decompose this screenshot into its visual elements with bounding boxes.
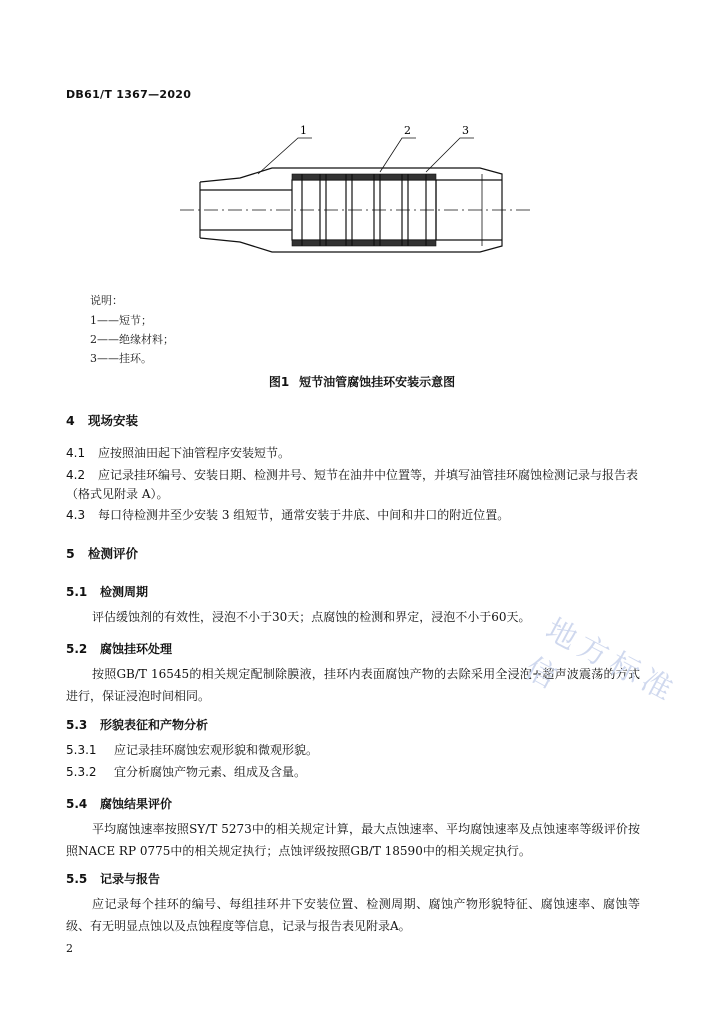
subsection-number: 5.4 [66,797,88,811]
subsection-title: 腐蚀挂环处理 [100,642,173,656]
leader-line-1 [258,138,312,174]
clause-number: 5.3.2 [66,765,97,779]
clause-5-3-1 [66,741,656,760]
subsection-number: 5.1 [66,585,88,599]
legend-item-1: 1——短节； [90,314,152,327]
callout-2: 2 [404,124,411,137]
section-number: 4 [66,413,75,428]
figure-caption-number: 图1 [268,375,290,389]
clause-number: 4.2 [66,468,86,482]
subsection-number: 5.5 [66,872,88,886]
subsection-5-1-text: 评估缓蚀剂的有效性，浸泡不小于30天；点腐蚀的检测和界定，浸泡不小于60天。 [92,610,531,624]
section-title: 检测评价 [88,546,139,561]
leader-line-3 [426,138,474,172]
subsection-title: 记录与报告 [100,872,161,886]
clause-4-3 [66,506,656,525]
figure-caption [0,373,724,390]
section-4-heading [66,411,138,429]
subsection-number: 5.3 [66,718,88,732]
document-code: DB61/T 1367—2020 [66,88,192,101]
clause-text: 每口待检测井至少安装 3 组短节，通常安装于井底、中间和井口的附近位置。 [98,508,510,522]
subsection-5-1-heading [66,583,148,600]
clause-4-1 [66,444,656,463]
clause-4-2 [66,466,656,504]
clause-number: 4.3 [66,508,86,522]
clause-number: 5.3.1 [66,743,97,757]
subsection-5-2-text: 按照GB/T 16545的相关规定配制除膜液，挂环内表面腐蚀产物的去除采用全浸泡+超声波震荡的方式进行，保证浸泡时间相同。 [66,667,640,703]
section-number: 5 [66,546,75,561]
clause-text: 应按照油田起下油管程序安装短节。 [98,446,291,460]
subsection-title: 形貌表征和产物分析 [100,718,209,732]
callout-1: 1 [300,124,307,137]
clause-text: 宜分析腐蚀产物元素、组成及含量。 [114,765,307,779]
legend-title: 说明： [90,294,123,307]
clause-number: 4.1 [66,446,86,460]
figure-caption-title: 短节油管腐蚀挂环安装示意图 [299,375,456,389]
subsection-title: 检测周期 [100,585,149,599]
watermark: 地方标准信 [519,612,684,711]
callout-3: 3 [462,124,469,137]
subsection-number: 5.2 [66,642,88,656]
subsection-5-4-text: 平均腐蚀速率按照SY/T 5273中的相关规定计算，最大点蚀速率、平均腐蚀速率及点蚀速率等级评价按照NACE RP 0775中的相关规定执行；点蚀评级按照GB/T 18590中的相关规定执行。 [66,822,640,858]
subsection-5-4-heading [66,795,172,812]
page-number: 2 [66,942,73,955]
section-title: 现场安装 [88,413,139,428]
subsection-5-5-text: 应记录每个挂环的编号、每组挂环井下安装位置、检测周期、腐蚀产物形貌特征、腐蚀速率、腐蚀等级、有无明显点蚀以及点蚀程度等信息，记录与报告表见附录A。 [66,897,640,933]
subsection-5-2-heading [66,640,172,657]
subsection-5-3-heading [66,716,208,733]
legend-item-3: 3——挂环。 [90,352,152,365]
leader-line-2 [380,138,416,172]
section-5-heading [66,544,138,562]
clause-5-3-2 [66,763,656,782]
clause-text: 应记录挂环腐蚀宏观形貌和微观形貌。 [114,743,319,757]
subsection-title: 腐蚀结果评价 [100,797,173,811]
legend-item-2: 2——绝缘材料； [90,333,174,346]
subsection-5-5-heading [66,870,160,887]
clause-text: 应记录挂环编号、安装日期、检测井号、短节在油井中位置等，并填写油管挂环腐蚀检测记录与报告表（格式见附录 A）。 [66,468,639,501]
tubing-nipple-diagram [180,122,540,272]
